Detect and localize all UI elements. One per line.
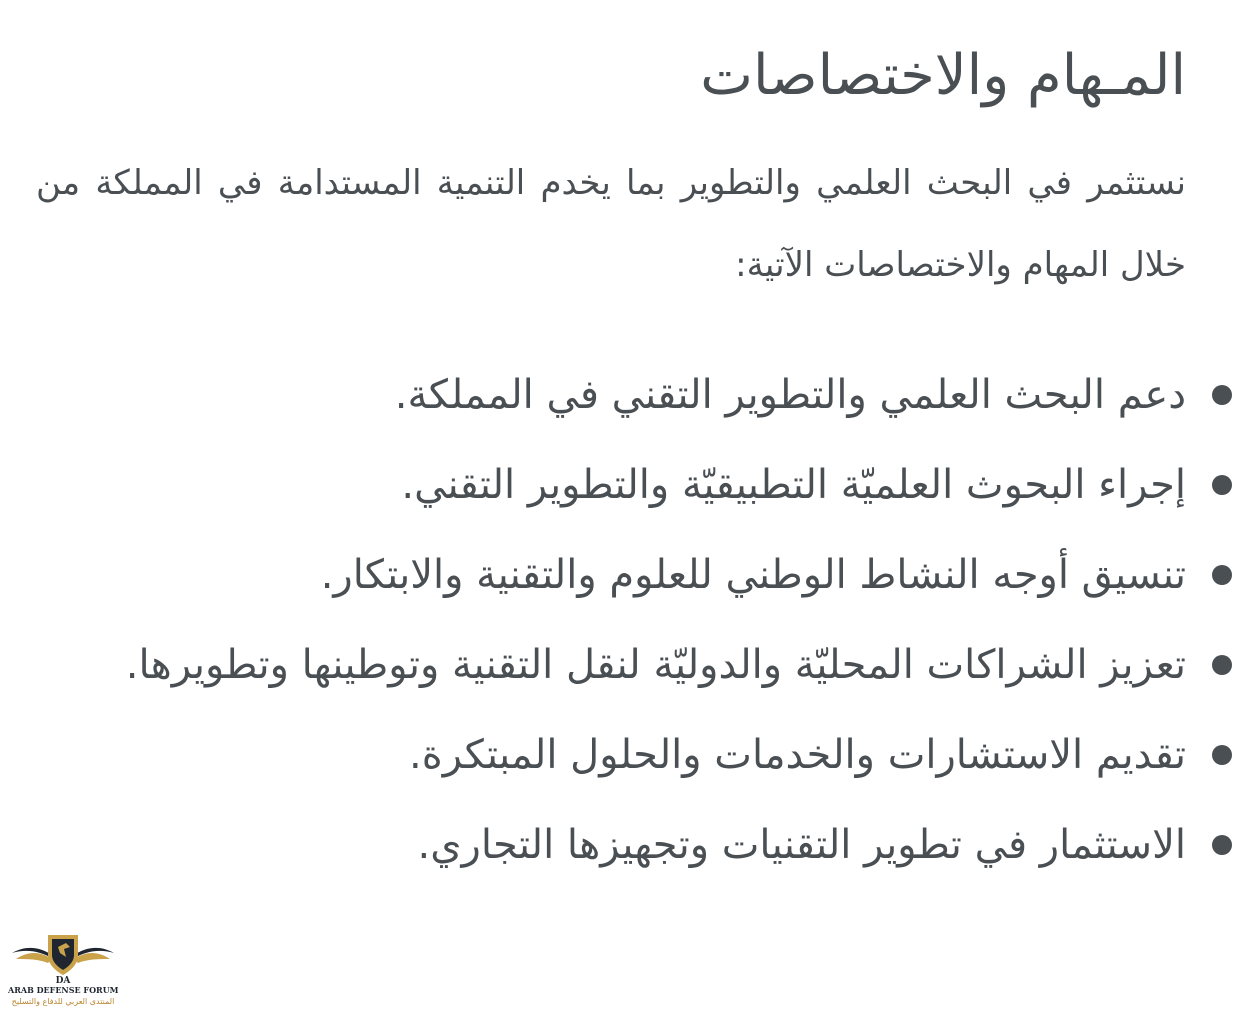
bullet-icon bbox=[1212, 655, 1232, 675]
page-title: المـهام والاختصاصات bbox=[700, 43, 1186, 108]
list-item bbox=[0, 530, 1242, 620]
svg-text:DA: DA bbox=[55, 976, 71, 985]
list-item-text: تعزيز الشراكات المحليّة والدوليّة لنقل التقنية وتوطينها وتطويرها. bbox=[125, 642, 1186, 688]
watermark-arabic: المنتدى العربي للدفاع والتسليح bbox=[11, 997, 115, 1006]
list-item-text: دعم البحث العلمي والتطوير التقني في المملكة. bbox=[394, 372, 1186, 418]
bullet-icon bbox=[1212, 385, 1232, 405]
list-item bbox=[0, 800, 1242, 890]
bullet-icon bbox=[1212, 745, 1232, 765]
list-item bbox=[0, 350, 1242, 440]
list-item bbox=[0, 440, 1242, 530]
list-item bbox=[0, 620, 1242, 710]
list-item-text: تقديم الاستشارات والخدمات والحلول المبتكرة. bbox=[409, 732, 1186, 778]
bullet-icon bbox=[1212, 565, 1232, 585]
eagle-shield-icon bbox=[8, 929, 118, 985]
tasks-list bbox=[0, 350, 1242, 890]
intro-paragraph: نستثمر في البحث العلمي والتطوير بما يخدم التنمية المستدامة في المملكة من خلال المهام والاختصاصات الآتية: bbox=[36, 163, 1186, 285]
watermark-logo bbox=[8, 929, 118, 1015]
watermark-english: ARAB DEFENSE FORUM bbox=[8, 985, 119, 995]
bullet-icon bbox=[1212, 835, 1232, 855]
list-item-text: الاستثمار في تطوير التقنيات وتجهيزها التجاري. bbox=[417, 822, 1186, 868]
list-item-text: تنسيق أوجه النشاط الوطني للعلوم والتقنية والابتكار. bbox=[320, 552, 1186, 598]
bullet-icon bbox=[1212, 475, 1232, 495]
list-item-text: إجراء البحوث العلميّة التطبيقيّة والتطوير التقني. bbox=[401, 462, 1186, 508]
list-item bbox=[0, 710, 1242, 800]
